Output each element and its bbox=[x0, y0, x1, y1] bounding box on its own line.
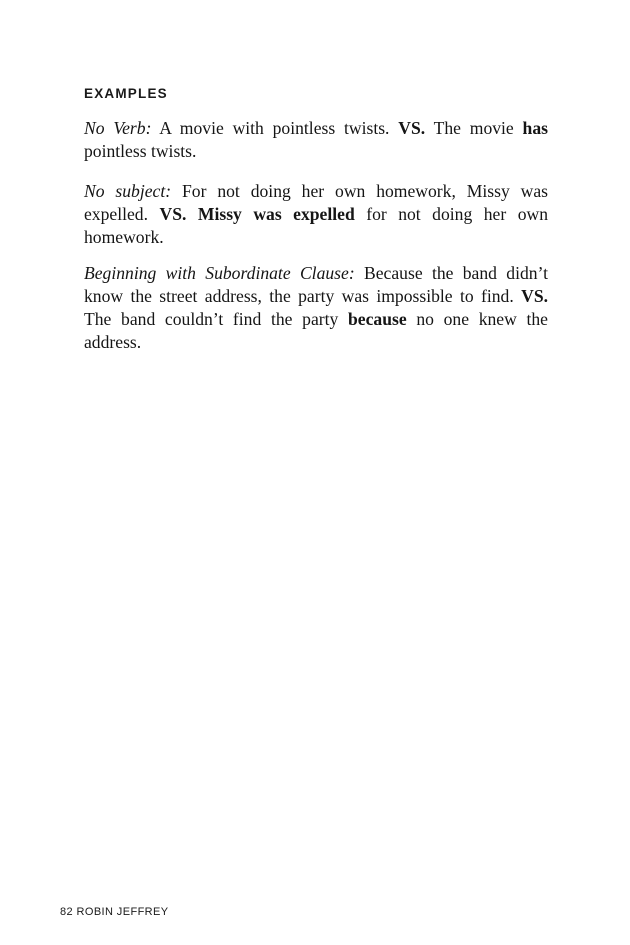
versus-marker: VS. bbox=[398, 118, 426, 138]
example-after-end: no one knew the address. bbox=[84, 309, 548, 352]
running-author: ROBIN JEFFREY bbox=[76, 906, 169, 918]
example-no-verb bbox=[84, 117, 548, 163]
example-subordinate-clause bbox=[84, 262, 548, 354]
example-before: A movie with pointless twists. bbox=[151, 118, 399, 138]
example-before: For not doing her own homework, Missy was expelled. bbox=[84, 181, 549, 224]
example-emphasis: has bbox=[522, 118, 548, 138]
example-label: Beginning with Subordinate Clause: bbox=[84, 263, 355, 283]
page-number: 82 bbox=[60, 906, 74, 918]
example-emphasis: because bbox=[348, 309, 407, 329]
page-footer bbox=[60, 906, 169, 918]
example-emphasis: Missy was expelled bbox=[197, 204, 355, 224]
example-after: The movie bbox=[425, 118, 523, 138]
versus-marker: VS. bbox=[521, 286, 548, 306]
example-after bbox=[186, 204, 197, 224]
example-after-end: for not doing her own homework. bbox=[84, 204, 548, 247]
example-label: No subject: bbox=[84, 181, 172, 201]
example-label: No Verb: bbox=[84, 118, 152, 138]
section-heading: EXAMPLES bbox=[84, 86, 168, 101]
versus-marker: VS. bbox=[159, 204, 187, 224]
example-after: The band couldn’t find the party bbox=[84, 309, 348, 329]
example-before: Because the band didn’t know the street address, the party was impossible to find. bbox=[84, 263, 548, 306]
example-no-subject bbox=[84, 180, 548, 249]
example-after-end: pointless twists. bbox=[84, 141, 197, 161]
